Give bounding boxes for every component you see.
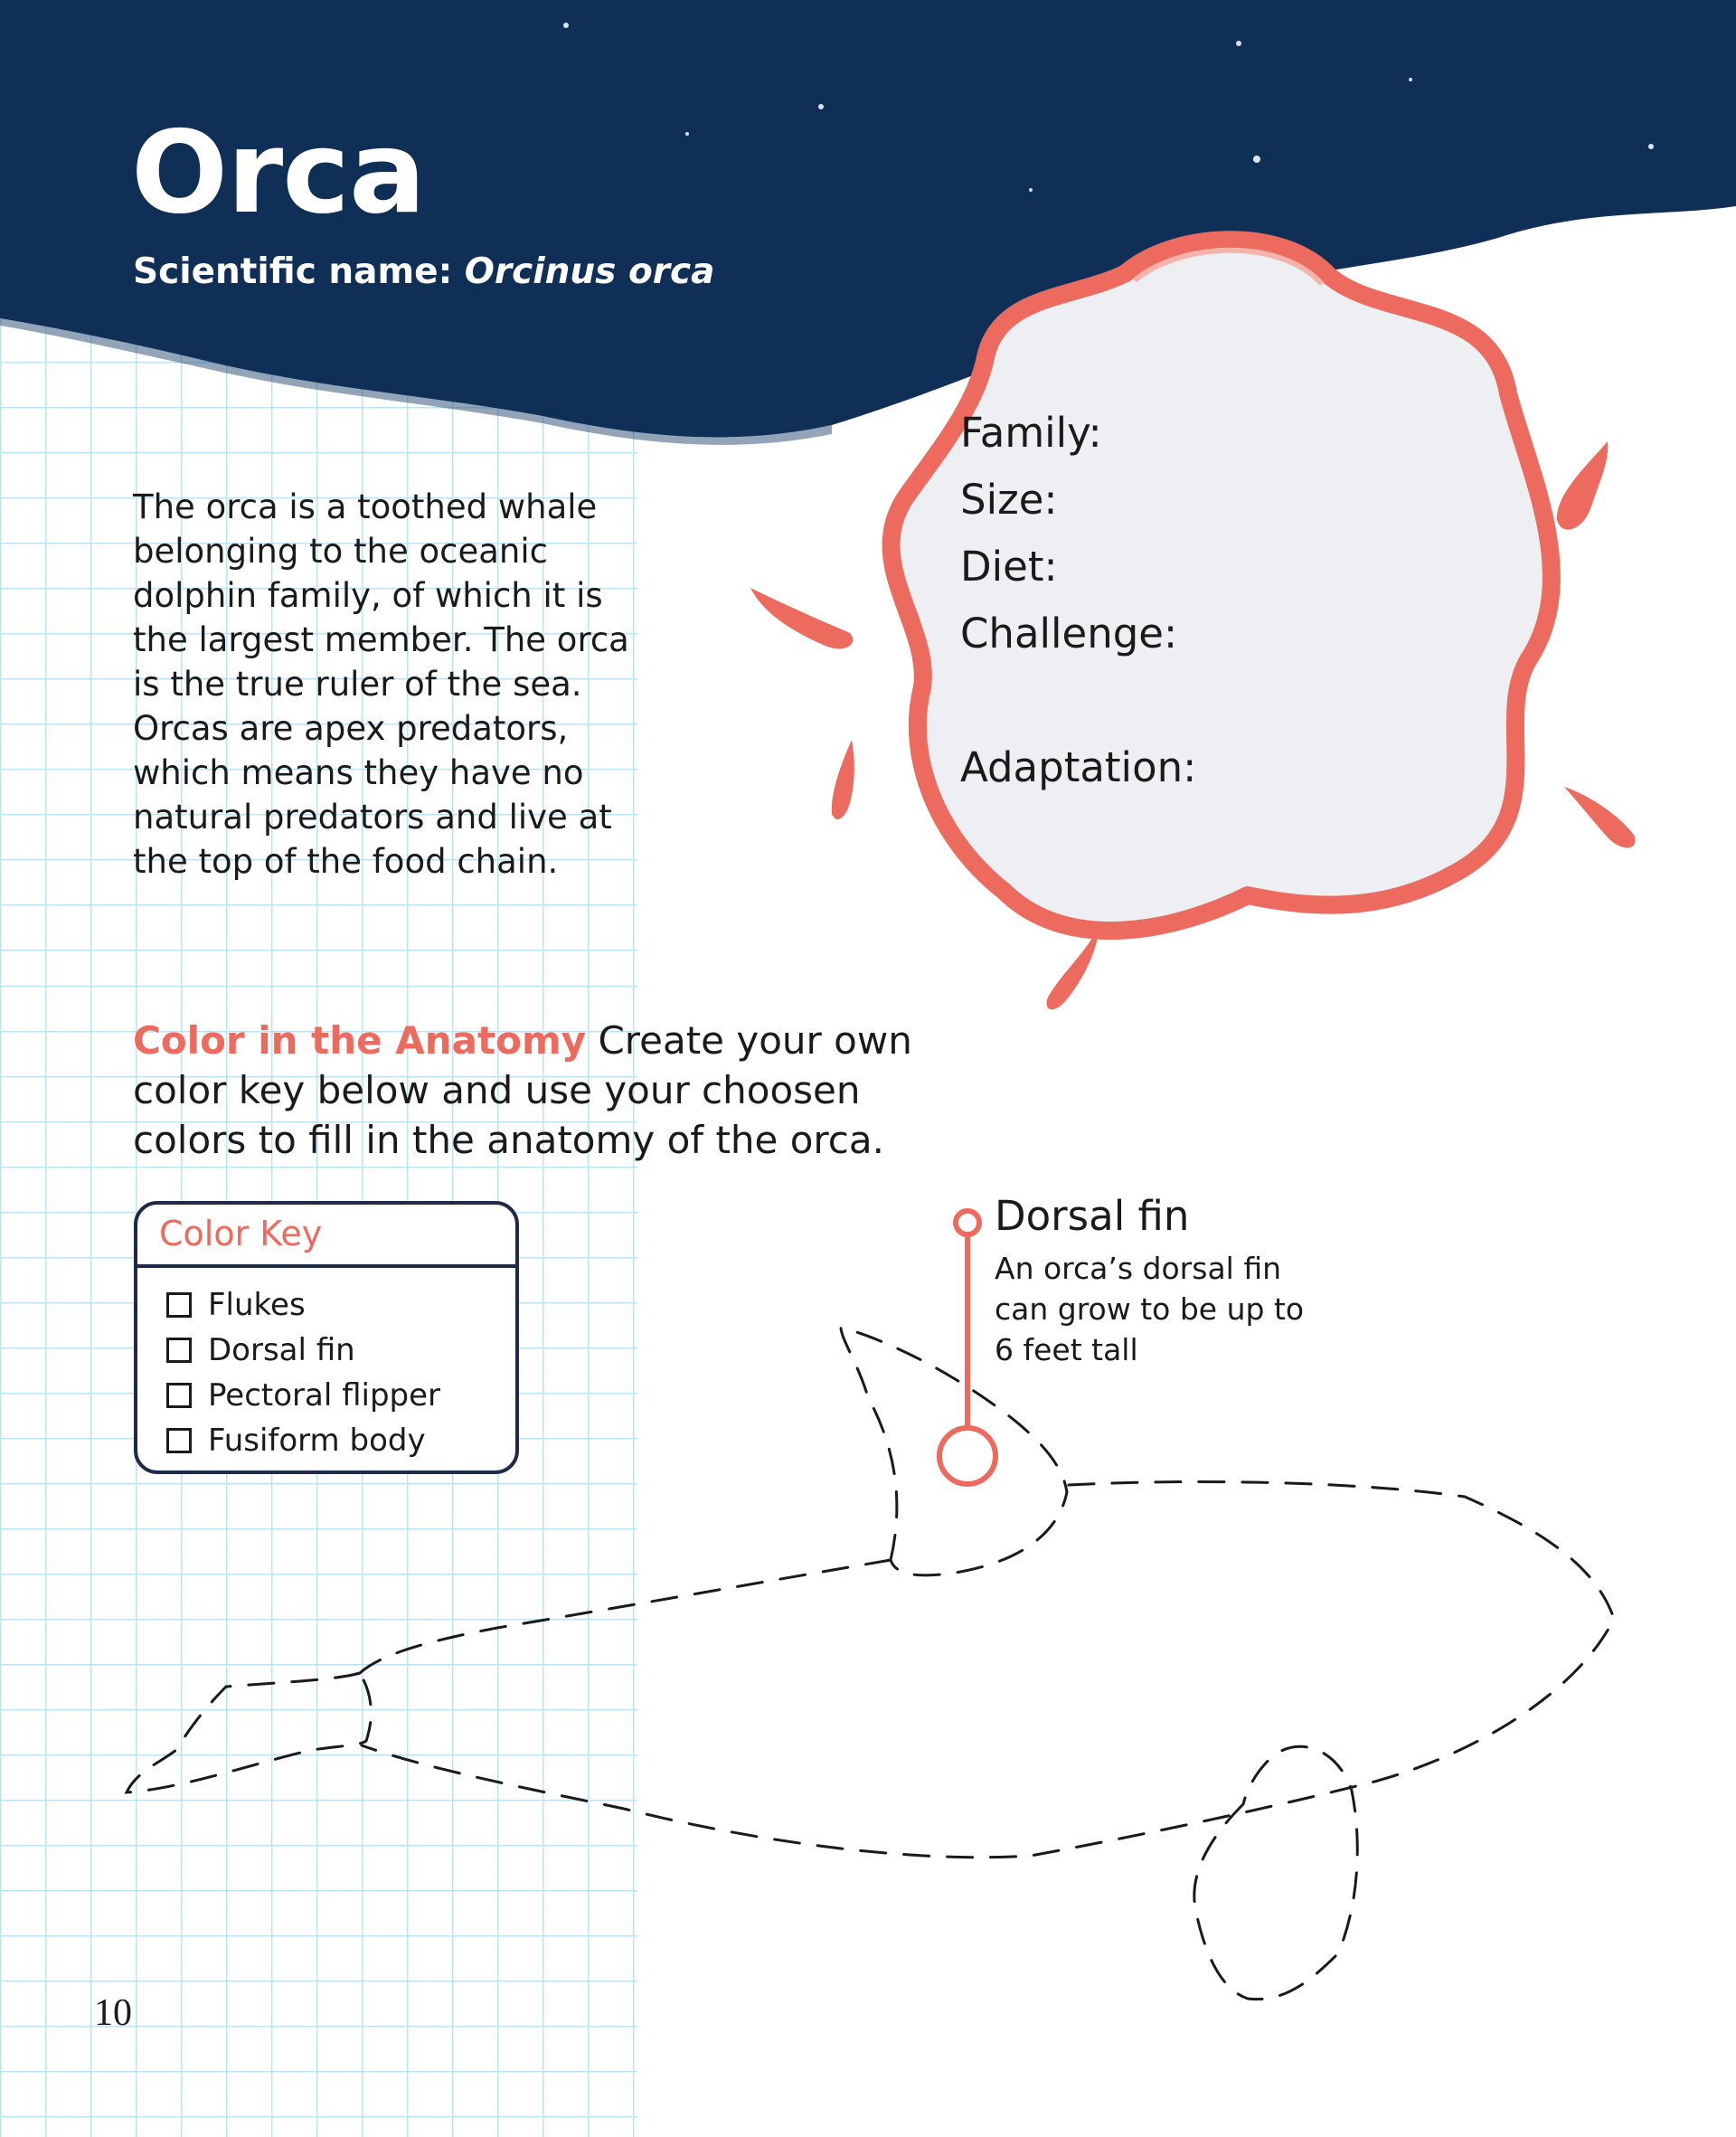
callout-title: Dorsal fin [995, 1192, 1190, 1240]
callout-text: An orca’s dorsal fin can grow to be up to 6 feet tall [995, 1251, 1305, 1367]
activity-text: Create your own color key below and use your choosen colors to fill in the anatomy of the orca. [133, 1018, 912, 1162]
dorsal-fin-pointer [939, 1211, 995, 1484]
color-key-label: Flukes [208, 1287, 306, 1323]
page-title: Orca [131, 106, 425, 239]
orca-body-outline [362, 1481, 1614, 1857]
fact-challenge: Challenge: [960, 610, 1178, 657]
color-key-label: Fusiform body [208, 1423, 426, 1459]
fact-family: Family: [960, 409, 1102, 457]
fact-diet: Diet: [960, 543, 1058, 591]
scientific-name-label: Scientific name: [133, 251, 453, 292]
fact-adaptation: Adaptation: [960, 743, 1197, 791]
page-number: 10 [94, 1992, 132, 2034]
color-key-label: Pectoral flipper [208, 1377, 441, 1414]
scientific-name-value: Orcinus orca [464, 251, 715, 292]
orca-flukes-outline [127, 1673, 371, 1792]
orca-pectoral-flipper-outline [1194, 1746, 1357, 1999]
fact-size: Size: [960, 476, 1058, 524]
activity-heading: Color in the Anatomy [133, 1018, 587, 1063]
orca-back-outline [360, 1560, 891, 1673]
color-key-label: Dorsal fin [208, 1332, 355, 1368]
color-key-title: Color Key [159, 1214, 323, 1253]
intro-paragraph: The orca is a toothed whale belonging to the oceanic dolphin family, of which it is the largest member. The orca is the true ruler of the sea. Orcas are apex predators, which means they have no natural predators and live at the top of the food chain. [133, 487, 629, 881]
